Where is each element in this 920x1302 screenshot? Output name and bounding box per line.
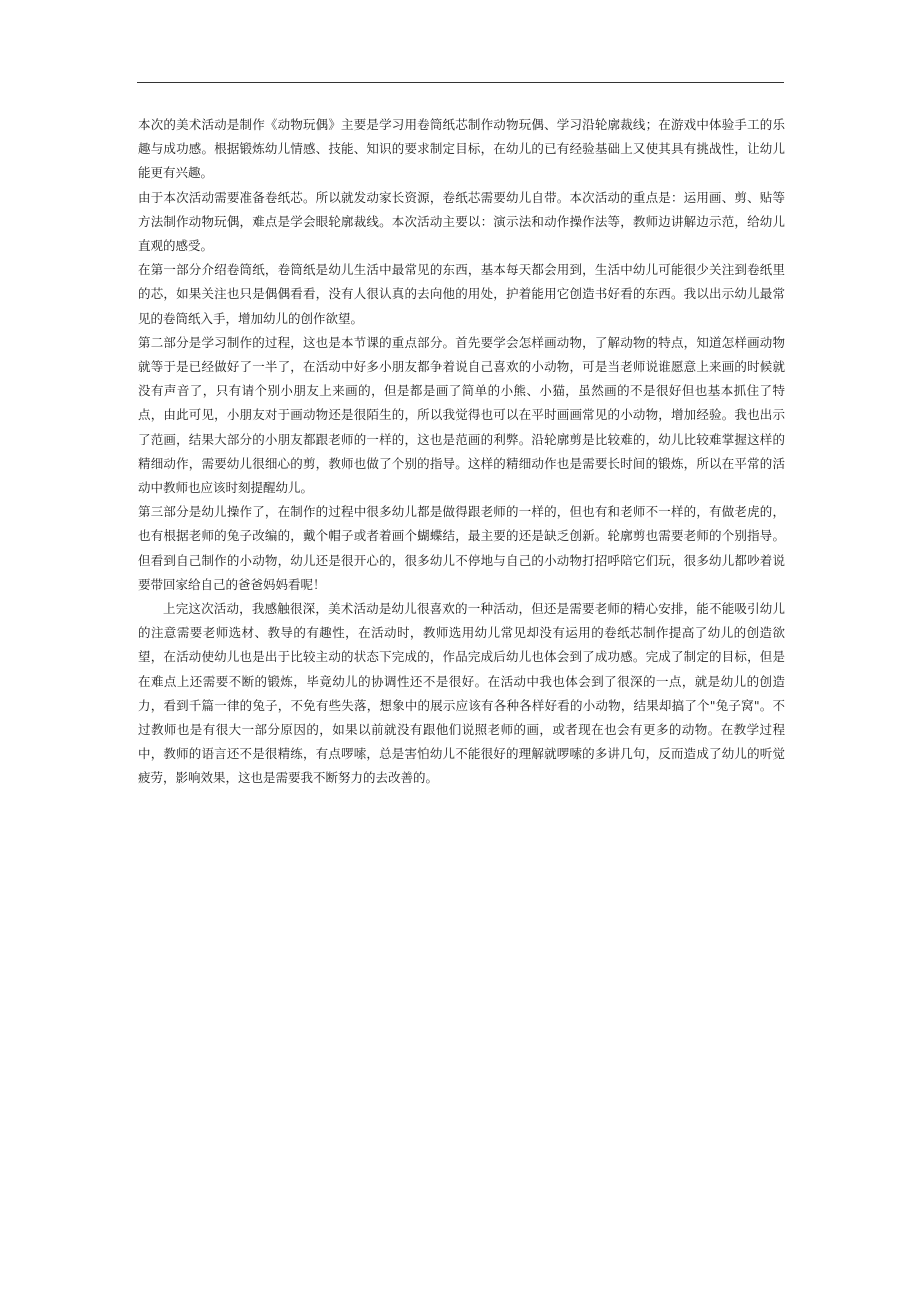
paragraph-intro: 本次的美术活动是制作《动物玩偶》主要是学习用卷筒纸芯制作动物玩偶、学习沿轮廓裁线；在游戏中体验手工的乐趣与成功感。根据锻炼幼儿情感、技能、知识的要求制定目标，在幼儿的已有经验基础上又使其具有挑战性，让幼儿能更有兴趣。	[138, 117, 785, 181]
paragraph-part-three: 第三部分是幼儿操作了，在制作的过程中很多幼儿都是做得跟老师的一样的，但也有和老师不一样的，有做老虎的，也有根据老师的兔子改编的，戴个帽子或者着画个蝴蝶结，最主要的还是缺乏创新。轮廓剪也需要老师的个别指导。但看到自己制作的小动物，幼儿还是很开心的，很多幼儿不停地与自己的小动物打招呼陪它们玩，很多幼儿都吵着说要带回家给自己的爸爸妈妈看呢！	[138, 504, 785, 592]
document-body	[138, 113, 785, 791]
paragraph-reflection: 上完这次活动，我感触很深，美术活动是幼儿很喜欢的一种活动，但还是需要老师的精心安排，能不能吸引幼儿的注意需要老师选材、教导的有趣性，在活动时，教师选用幼儿常见却没有运用的卷纸芯制作提高了幼儿的创造欲望，在活动使幼儿也是出于比较主动的状态下完成的，作品完成后幼儿也体会到了成功感。完成了制定的目标，但是在难点上还需要不断的锻炼，毕竟幼儿的协调性还不是很好。在活动中我也体会到了很深的一点，就是幼儿的创造力，看到千篇一律的兔子，不免有些失落，想象中的展示应该有各种各样好看的小动物，结果却搞了个"兔子窝"。不过教师也是有很大一部分原因的，如果以前就没有跟他们说照老师的画，或者现在也会有更多的动物。在教学过程中，教师的语言还不是很精练，有点啰嗦，总是害怕幼儿不能很好的理解就啰嗦的多讲几句，反而造成了幼儿的听觉疲劳，影响效果，这也是需要我不断努力的去改善的。	[138, 601, 785, 786]
header-rule	[137, 82, 784, 83]
paragraph-part-one: 在第一部分介绍卷筒纸，卷筒纸是幼儿生活中最常见的东西，基本每天都会用到，生活中幼儿可能很少关注到卷纸里的芯，如果关注也只是偶偶看看，没有人很认真的去向他的用处，护着能用它创造书好看的东西。我以出示幼儿最常见的卷筒纸入手，增加幼儿的创作欲望。	[138, 262, 785, 326]
paragraph-preparation: 由于本次活动需要准备卷纸芯。所以就发动家长资源，卷纸芯需要幼儿自带。本次活动的重点是：运用画、剪、贴等方法制作动物玩偶，难点是学会眼轮廓裁线。本次活动主要以：演示法和动作操作法等，教师边讲解边示范，给幼儿直观的感受。	[138, 189, 785, 254]
paragraph-part-two: 第二部分是学习制作的过程，这也是本节课的重点部分。首先要学会怎样画动物，了解动物的特点，知道怎样画动物就等于是已经做好了一半了，在活动中好多小朋友都争着说自己喜欢的小动物，可是当老师说谁愿意上来画的时候就没有声音了，只有请个别小朋友上来画的，但是都是画了简单的小熊、小猫，虽然画的不是很好但也基本抓住了特点，由此可见，小朋友对于画动物还是很陌生的，所以我觉得也可以在平时画画常见的小动物，增加经验。我也出示了范画，结果大部分的小朋友都跟老师的一样的，这也是范画的利弊。沿轮廓剪是比较难的，幼儿比较难掌握这样的精细动作，需要幼儿很细心的剪，教师也做了个别的指导。这样的精细动作也是需要长时间的锻炼，所以在平常的活动中教师也应该时刻提醒幼儿。	[138, 334, 785, 496]
